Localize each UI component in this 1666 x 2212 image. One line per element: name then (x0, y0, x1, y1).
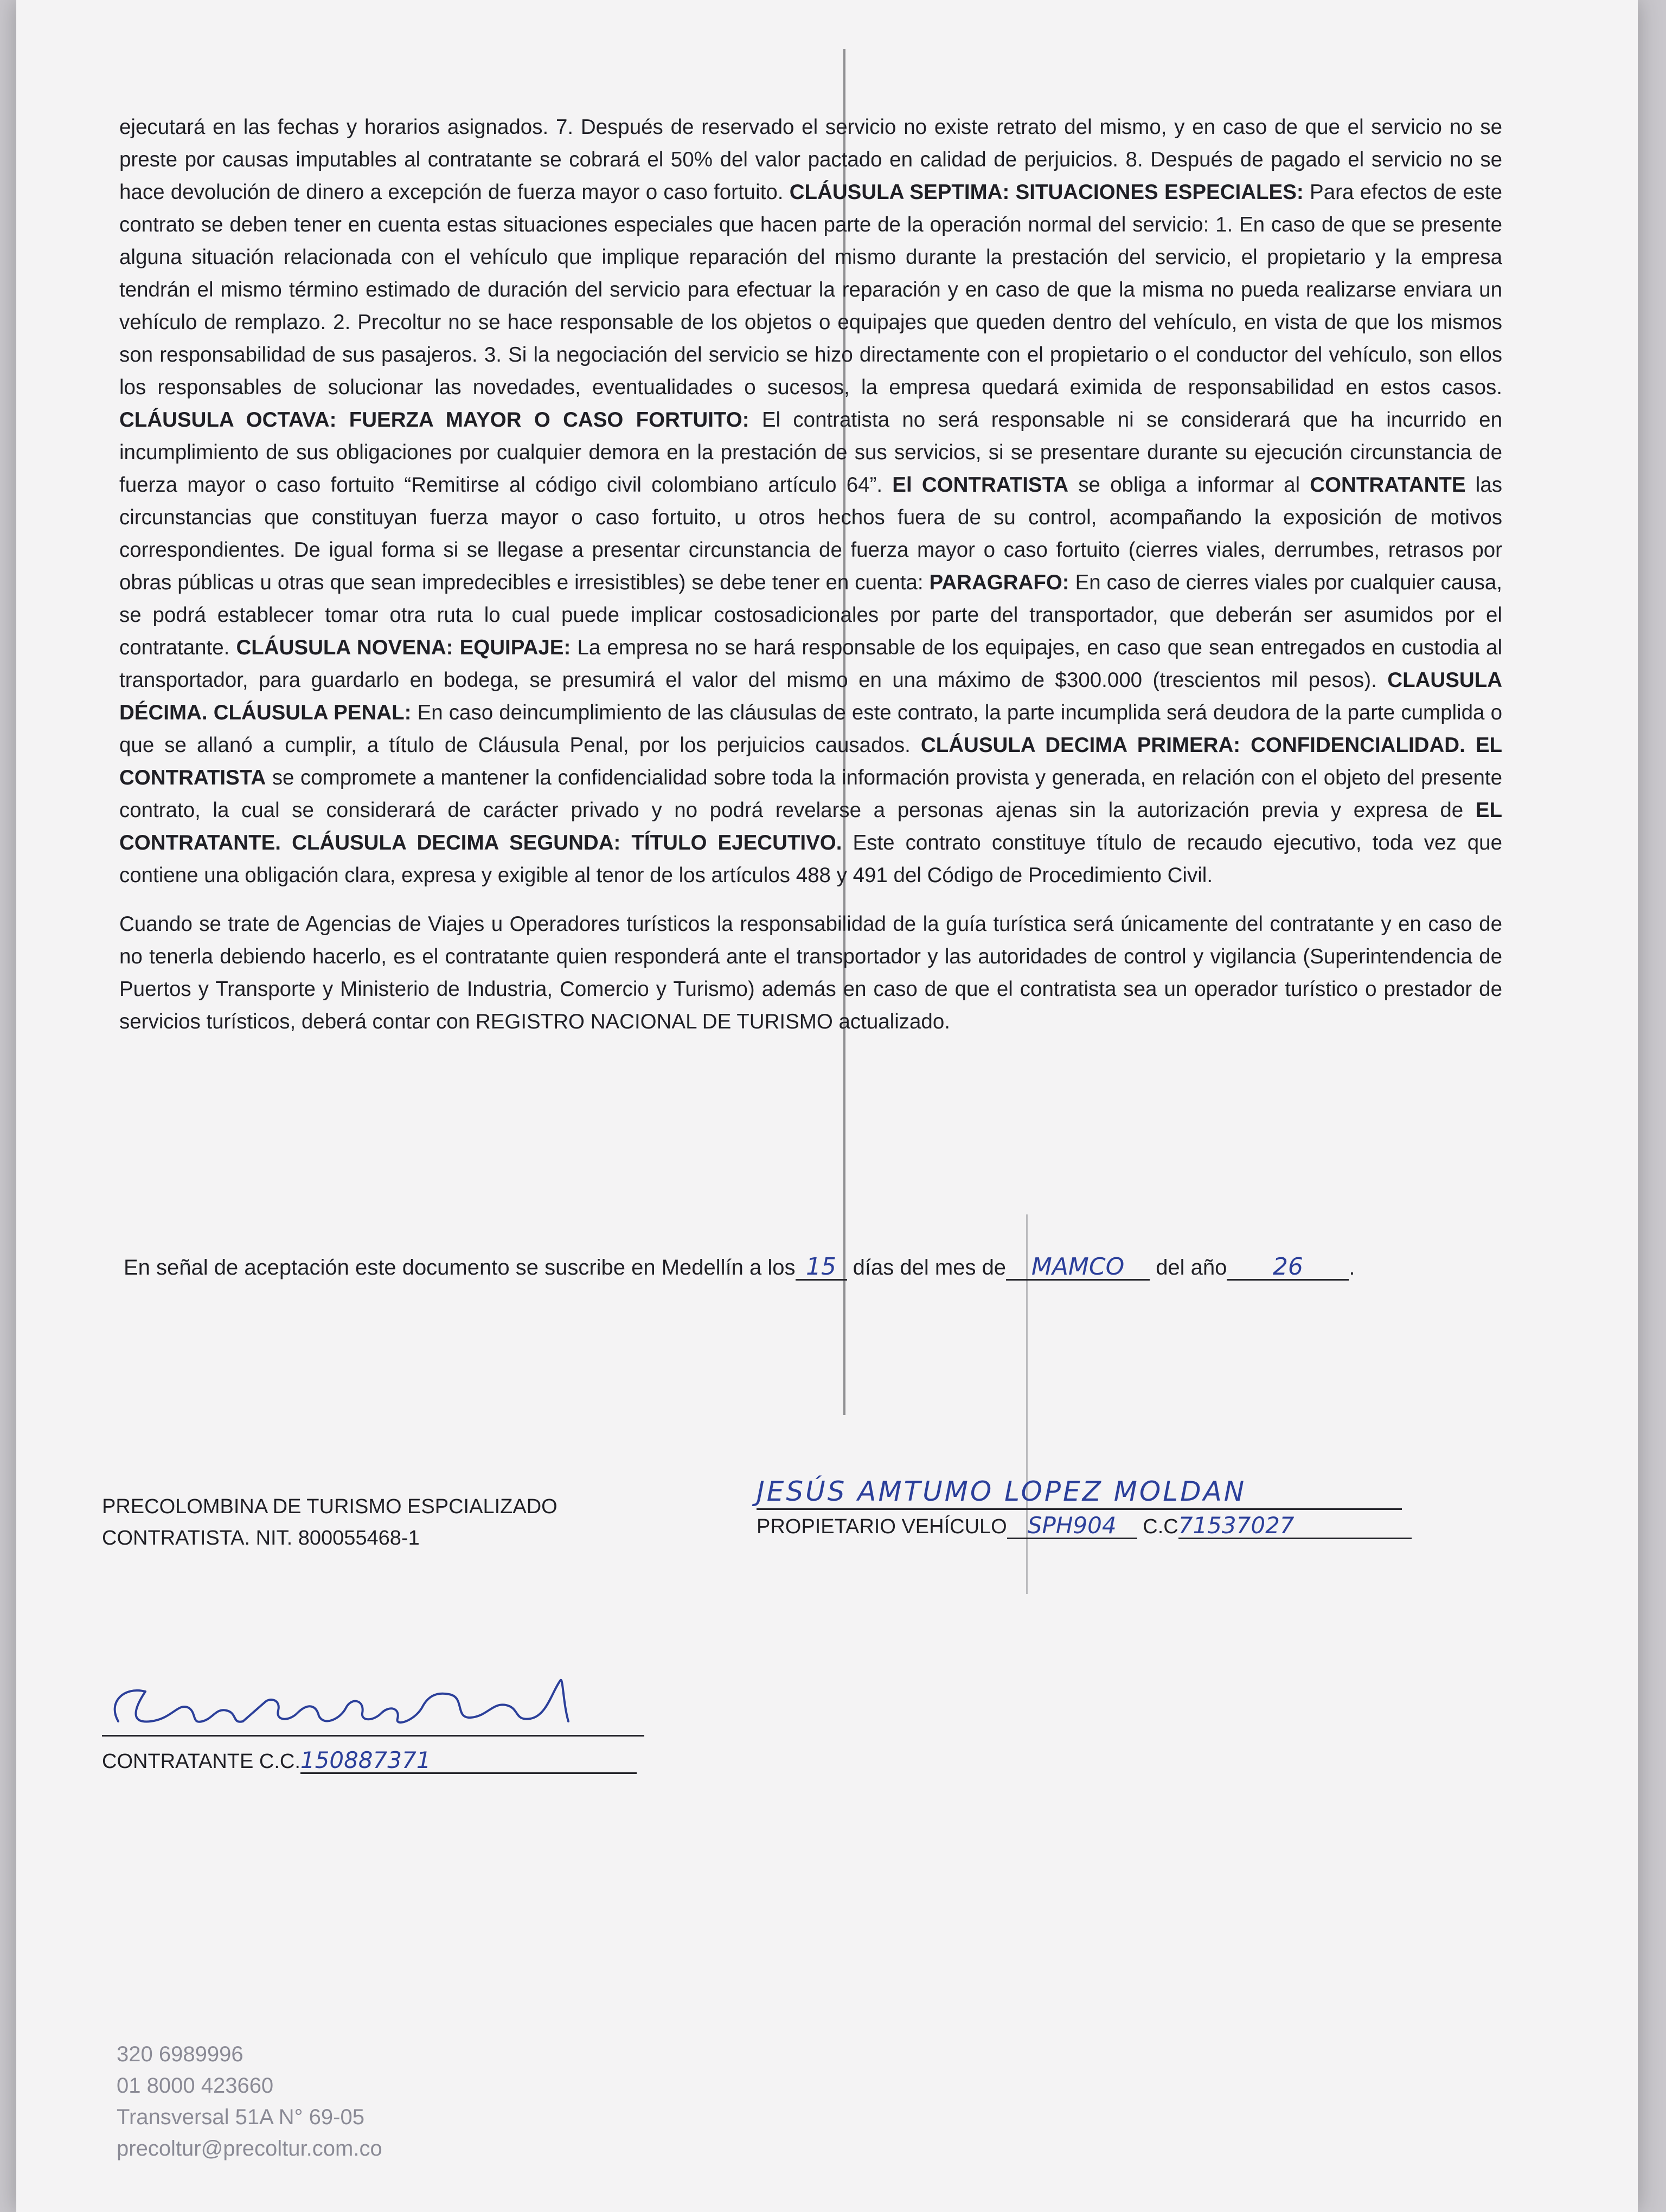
propietario-name-handwritten: JESÚS AMTUMO LOPEZ MOLDAN (757, 1476, 1247, 1507)
clause-text: Este contrato constituye título de recaudo ejecutivo, toda vez que contiene una obligación clara, expresa y exigible al tenor de los artículos 488 y 491 del Código de Procedimiento Civil. (119, 831, 1502, 887)
propietario-vehicle-row (757, 1511, 1412, 1542)
clause-text: Para efectos de este contrato se deben tener en cuenta estas situaciones especiales que hacen parte de la operación normal del servicio: 1. En caso de que se presente alguna situación relacionada con el vehículo que implique reparación del mismo durante la prestación del servicio, el propietario y la empresa tendrán el mismo término estimado de duración del servicio para efectuar la reparación y en caso de que la misma no pueda realizarse enviara un vehículo de remplazo. 2. Precoltur no se hace responsable de los objetos o equipajes que queden dentro del vehículo, en vista de que los mismos son responsabilidad de sus pasajeros. 3. Si la negociación del servicio se hizo directamente con el propietario o el conductor del vehículo, son ellos los responsables de solucionar las novedades, eventualidades o sucesos, la empresa quedará eximida de responsabilidad en estos casos. (119, 181, 1502, 399)
contratista-company: PRECOLOMBINA DE TURISMO ESPCIALIZADO (102, 1495, 558, 1518)
contract-paragraph-agencies: Cuando se trate de Agencias de Viajes u Operadores turísticos la responsabilidad de la guía turística será únicamente del contratante y en caso de no tenerla debiendo hacerlo, es el contratante quien responderá ante el transportador y las autoridades de control y vigilancia (Superintendencia de Puertos y Transporte y Ministerio de Industria, Comercio y Turismo) además en caso de que el contratista sea un operador turístico o prestador de servicios turísticos, deberá contar con REGISTRO NACIONAL DE TURISMO actualizado. (119, 912, 1502, 1033)
day-field: 15 (796, 1255, 847, 1281)
propietario-name-line (757, 1475, 1402, 1510)
footer-email: precoltur@precoltur.com.co (117, 2137, 382, 2160)
clause-text: ejecutará en las fechas y horarios asignados. 7. Después de reservado el servicio no existe retrato del mismo, y en caso de que el servicio no se preste por causas imputables al contratante se cobrará el 50% del valor pactado en calidad de perjuicios. 8. Después de pagado el servicio no se hace devolución de dinero a excepción de fuerza mayor o caso fortuito. (119, 115, 1502, 204)
clause-text: En caso de cierres viales por cualquier causa, se podrá establecer tomar otra ruta lo cual puede implicar costosadicionales por parte del transportador, que deberán ser asumidos por el contratante. (119, 571, 1502, 659)
clause-heading-paragrafo: PARAGRAFO: (929, 571, 1069, 594)
contratante-signature-line (102, 1675, 644, 1737)
term-contratante: CONTRATANTE (1310, 473, 1466, 497)
clause-heading-decima-segunda: EL CONTRATANTE. CLÁUSULA DECIMA SEGUNDA: TÍTULO EJECUTIVO. (119, 799, 1502, 854)
month-field: MAMCO (1006, 1255, 1150, 1281)
contratante-cc-row (102, 1746, 644, 1777)
footer-phone-mobile: 320 6989996 (117, 2042, 244, 2066)
propietario-cc-field: 71537027 (1178, 1514, 1412, 1539)
clause-heading-octava: CLÁUSULA OCTAVA: FUERZA MAYOR O CASO FORTUITO: (119, 408, 749, 432)
acceptance-month-label: días del mes de (853, 1256, 1007, 1279)
document-page (16, 0, 1638, 2212)
propietario-block (757, 1475, 1412, 1542)
clause-heading-septima: CLÁUSULA SEPTIMA: SITUACIONES ESPECIALES: (789, 181, 1304, 204)
vehicle-plate-field: SPH904 (1007, 1514, 1137, 1539)
acceptance-line (124, 1255, 1425, 1281)
clause-text: El contratista no será responsable ni se considerará que ha incurrido en incumplimiento de sus obligaciones por cualquier demora en la prestación de sus servicios, si se presentare durante su ejecución circunstancia de fuerza mayor o caso fortuito “Remitirse al código civil colombiano artículo 64”. (119, 408, 1502, 497)
clause-heading-decima-primera: CLÁUSULA DECIMA PRIMERA: CONFIDENCIALIDAD. EL CONTRATISTA (119, 734, 1503, 789)
acceptance-prefix: En señal de aceptación este documento se suscribe en Medellín a los (124, 1256, 796, 1279)
acceptance-end: . (1349, 1256, 1355, 1279)
acceptance-year-label: del año (1156, 1256, 1227, 1279)
contratante-cc-field: 150887371 (300, 1748, 637, 1774)
contract-paragraph-clauses (119, 111, 1502, 892)
clause-heading-decima: CLAUSULA DÉCIMA. CLÁUSULA PENAL: (119, 668, 1503, 724)
clause-text: las circunstancias que constituyan fuerza mayor o caso fortuito, u otros hechos fuera de su control, acompañando la exposición de motivos correspondientes. De igual forma si se llegase a presentar circunstancia de fuerza mayor o caso fortuito (cierres viales, derrumbes, retrasos por obras públicas u otras que sean impredecibles e irresistibles) se debe tener en cuenta: (119, 473, 1502, 594)
propietario-cc-label: C.C (1143, 1515, 1178, 1538)
clause-text: se obliga a informar al (1078, 473, 1300, 497)
contract-body (119, 111, 1502, 1038)
clause-text: En caso deincumplimiento de las cláusulas de este contrato, la parte incumplida será deudora de la parte cumplida o que se allanó a cumplir, a título de Cláusula Penal, por los perjuicios causados. (119, 701, 1502, 757)
contratista-block (102, 1491, 558, 1554)
contratista-nit: CONTRATISTA. NIT. 800055468-1 (102, 1527, 420, 1549)
footer-phone-toll-free: 01 8000 423660 (117, 2074, 274, 2098)
year-field: 26 (1227, 1255, 1349, 1281)
clause-text: se compromete a mantener la confidencialidad sobre toda la información provista y generada, en relación con el objeto del presente contrato, la cual se considerará de carácter privado y no podrá revelarse a personas ajenas sin la autorización previa y expresa de (119, 766, 1503, 822)
clause-heading-novena: CLÁUSULA NOVENA: EQUIPAJE: (236, 636, 571, 659)
footer-address: Transversal 51A N° 69-05 (117, 2105, 364, 2129)
clause-text: La empresa no se hará responsable de los equipajes, en caso que sean entregados en custodia al transportador, para guardarlo en bodega, se presumirá el valor del mismo en una máximo de $300.000 (trescientos mil pesos). (119, 636, 1503, 692)
propietario-vehicle-label: PROPIETARIO VEHÍCULO (757, 1515, 1007, 1538)
company-footer (117, 2039, 382, 2164)
term-contratista: El CONTRATISTA (892, 473, 1069, 497)
contratante-block (102, 1675, 644, 1777)
contratante-cc-label: CONTRATANTE C.C. (102, 1750, 300, 1773)
